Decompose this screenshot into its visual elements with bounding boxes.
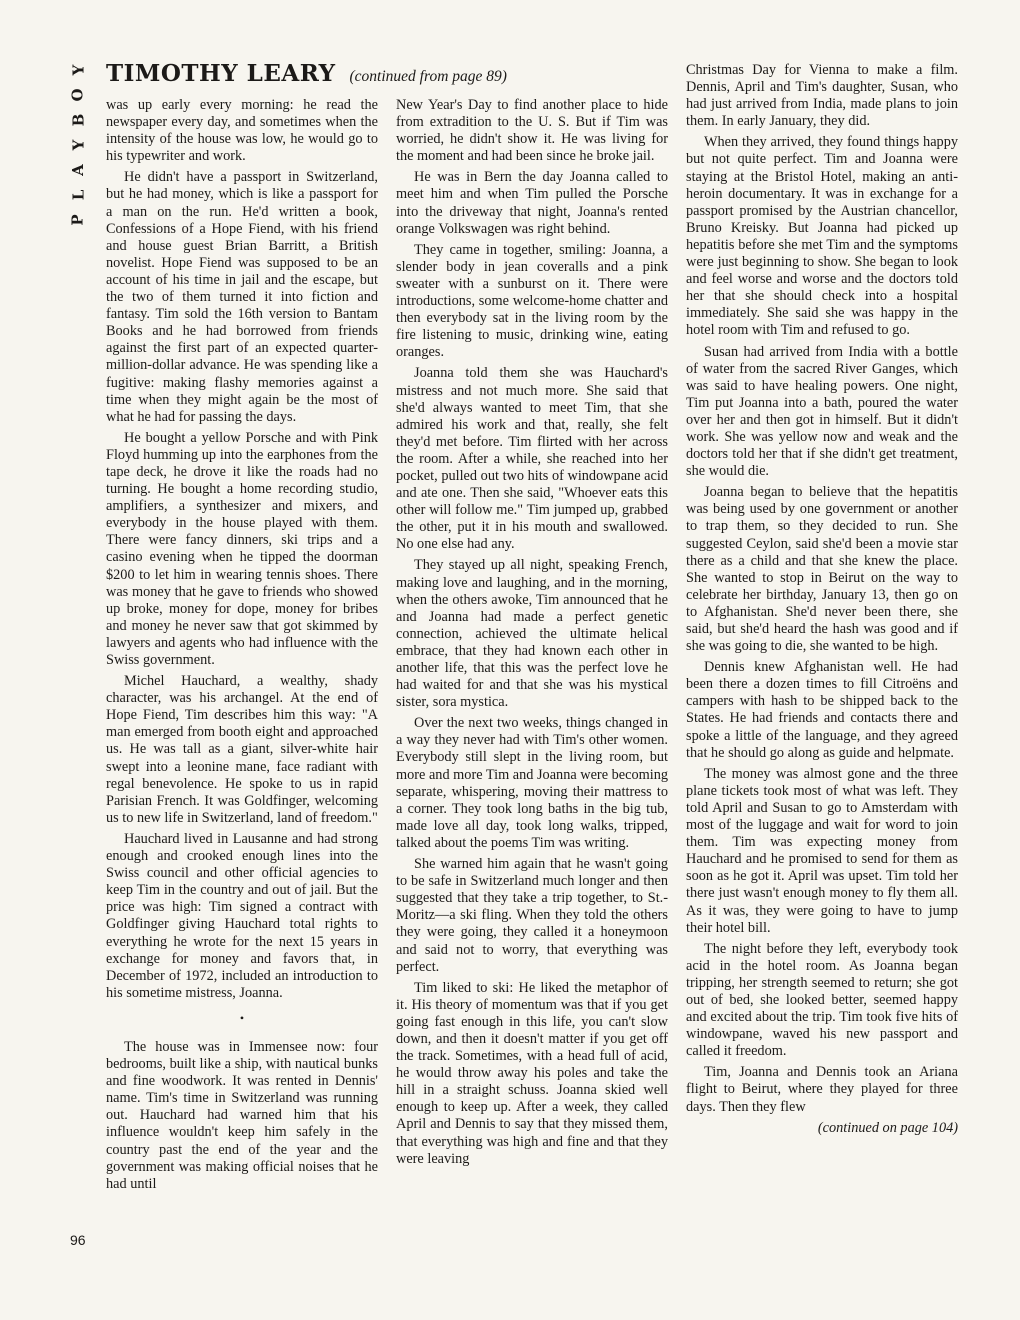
paragraph: Joanna began to believe that the hepatitis was being used by one government or another to trap them, so they decided to run. She suggested Ceylon, said she'd been a movie star there as a child and that she knew the place. She wanted to stop in Beirut on the way to celebrate her birthday, January 13, then go on to Afghanistan. She'd never been there, she said, but she'd heard the hash was good and if she was going to die, she wanted to be high.	[686, 484, 958, 655]
paragraph: He didn't have a passport in Switzerland, but he had money, which is like a passport for a man on the run. He'd written a book, Confessions of a Hope Fiend, with his friend and house guest Brian Barritt, a British novelist. Hope Fiend was supposed to be an account of his time in jail and the escape, but the two of them turned it into fiction and fantasy. Tim sold the 16th version to Bantam Books and he had borrowed from friends against the first part of an expected quarter-million-dollar advance. He was spending like a fugitive: making flashy memories against a time when they might again be the most of what he had for passing the days.	[106, 169, 378, 425]
paragraph: Susan had arrived from India with a bottle of water from the sacred River Ganges, which was said to have healing powers. One night, Tim put Joanna into a bath, poured the water over her and then got in himself. But it didn't work. She was yellow now and weak and the doctors told her that if she didn't get treatment, she would die.	[686, 343, 958, 480]
paragraph: When they arrived, they found things happy but not quite perfect. Tim and Joanna were staying at the Bristol Hotel, making an anti-heroin documentary. It was in exchange for a passport promised by the Austrian chancellor, Bruno Kreisky. But Joanna had picked up hepatitis before she met Tim and the symptoms were just beginning to show. She began to look and feel worse and worse and the doctors told her that she should check into a hospital immediately. She said she was happy in the hotel room with Tim and refused to go.	[686, 134, 958, 339]
section-break: •	[239, 1010, 245, 1025]
paragraph: Dennis knew Afghanistan well. He had been there a dozen times to fill Citroëns and campers with hash to be shipped back to the States. He had friends and contacts there and spoke a little of the language, and they agreed that he should go along as guide and helpmate.	[686, 659, 958, 761]
paragraph: He was in Bern the day Joanna called to meet him and when Tim pulled the Porsche into the driveway that night, Joanna's rented orange Volkswagen was right behind.	[396, 169, 668, 237]
masthead-letter: B	[69, 113, 87, 127]
paragraph: She warned him again that he wasn't going to be safe in Switzerland much longer and then suggested that they take a trip together, to St.-Moritz—a ski fling. When they told the others they were going, they called it a honeymoon and said not to worry, that everything was perfect.	[396, 856, 668, 975]
masthead-letter: O	[68, 88, 87, 102]
masthead-letter: Y	[69, 64, 87, 76]
paragraph: Joanna told them she was Hauchard's mistress and not much more. She said that she'd always wanted to meet Tim, that she admired his work and that, really, she felt they'd met before. Tim flirted with her across the room. After a while, she reached into her pocket, pulled out two hits of windowpane acid and ate one. Then she said, "Whoever eats this other will follow me." Tim jumped up, grabbed the other, put it in his mouth and swallowed. No one else had any.	[396, 365, 668, 553]
paragraph: Tim, Joanna and Dennis took an Ariana flight to Beirut, where they played for three days. Then they flew	[686, 1064, 958, 1115]
masthead-letter: Y	[69, 139, 87, 151]
column-1	[106, 97, 378, 1257]
paragraph: Michel Hauchard, a wealthy, shady character, was his archangel. At the end of Hope Fiend, Tim describes him this way: "A man emerged from booth eight and approached us. He was tall as a giant, silver-white hair swept into a leonine mane, face radiant with regal benevolence. He spoke to us in rapid Parisian French. It was Goldfinger, welcoming us to new life in Switzerland, land of freedom."	[106, 673, 378, 826]
paragraph: They stayed up all night, speaking French, making love and laughing, and in the morning, when the others awoke, Tim announced that he and Joanna had made a perfect genetic connection, achieved the ultimate helical embrace, that they had known each other in another life, that this was the perfect love he had waited for and that she was his mystical sister, sora mystica.	[396, 557, 668, 711]
column-3	[686, 62, 958, 1252]
paragraph: The night before they left, everybody took acid in the hotel room. As Joanna began tripping, her strength seemed to return; she got out of bed, she looked better, seemed happy and excited about the trip. Tim took five hits of windowpane, waved his new passport and called it freedom.	[686, 940, 958, 1060]
column-2	[396, 97, 668, 1257]
paragraph: was up early every morning: he read the newspaper every day, and sometimes when the intensity of the house was low, he would go to his typewriter and work.	[106, 97, 378, 165]
masthead-letter: A	[68, 164, 87, 176]
paragraph: The money was almost gone and the three plane tickets took most of what was left. They told April and Susan to go to Amsterdam with most of the luggage and wait for word to join them. Tim was expecting money from Hauchard and he promised to send for them as soon as he got it. April was upset. Tim told her there just wasn't enough money to fly them all. As it was, they were going to have to jump their hotel bill.	[686, 765, 958, 936]
masthead-letter: L	[68, 189, 87, 201]
paragraph: Over the next two weeks, things changed in a way they never had with Tim's other women. Everybody still slept in the living room, but more and more Tim and Joanna were becoming separate, whispering, moving their mattress to a corner. They took long baths in the big tub, made love all day, took long walks, tripped, talked about the poems Tim was writing.	[396, 715, 668, 851]
page-number: 96	[70, 1232, 86, 1248]
continued-on: (continued on page 104)	[817, 1119, 958, 1136]
masthead-letter: P	[69, 214, 87, 226]
paragraph: New Year's Day to find another place to hide from extradition to the U. S. But if Tim was worried, he didn't show it. He was living for the moment and had been since he broke jail.	[396, 97, 668, 165]
continued-from: (continued from page 89)	[349, 68, 507, 85]
paragraph: He bought a yellow Porsche and with Pink Floyd humming up into the earphones from the tape deck, he drove it like the roads had no turning. He bought a home recording studio, amplifiers, a synthesizer and mixers, and everybody in the house played with them. There were fancy dinners, ski trips and a casino evening when he tipped the doorman $200 to let him in wearing tennis shoes. There was money that he gave to friends who showed up broke, money for dope, money for bribes and money he never saw that got skimmed by lawyers and agents who had influence with the Swiss government.	[106, 429, 378, 668]
article-header	[106, 60, 666, 94]
paragraph: The house was in Immensee now: four bedrooms, built like a ship, with nautical bunks and fine woodwork. It was rented in Dennis' name. Tim's time in Switzerland was running out. Hauchard had warned him that his influence wouldn't keep him safely in the country past the end of the year and the government was making official noises that he had until	[106, 1038, 378, 1192]
paragraph: They came in together, smiling: Joanna, a slender body in jean coveralls and a pink sweater with a sunburst on it. There were introductions, some welcome-home chatter and then everybody sat in the living room by the fire listening to music, drinking wine, eating oranges.	[396, 241, 668, 361]
paragraph: Tim liked to ski: He liked the metaphor of it. His theory of momentum was that if you get going fast enough in this life, you can't slow down, and then it doesn't matter if you get off the track. Sometimes, with a head full of acid, he would throw away his poles and take the hill in a straight schuss. Joanna skied well enough to keep up. After a week, they called April and Dennis to say that they missed them, that everything was high and fine and that they were leaving	[396, 979, 668, 1167]
paragraph: Christmas Day for Vienna to make a film. Dennis, April and Tim's daughter, Susan, who had just arrived from India, made plans to join them. In early January, they did.	[686, 62, 958, 130]
masthead-vertical	[62, 62, 94, 228]
article-title: TIMOTHY LEARY	[106, 60, 336, 87]
paragraph: Hauchard lived in Lausanne and had strong enough and crooked enough lines into the Swiss council and other official agencies to keep Tim in the country and out of jail. But the price was high: Tim signed a contract with Goldfinger giving Hauchard total rights to everything he wrote for the next 15 years in exchange for money and favors that, in December of 1972, included an introduction to his sometime mistress, Joanna.	[106, 830, 378, 1001]
